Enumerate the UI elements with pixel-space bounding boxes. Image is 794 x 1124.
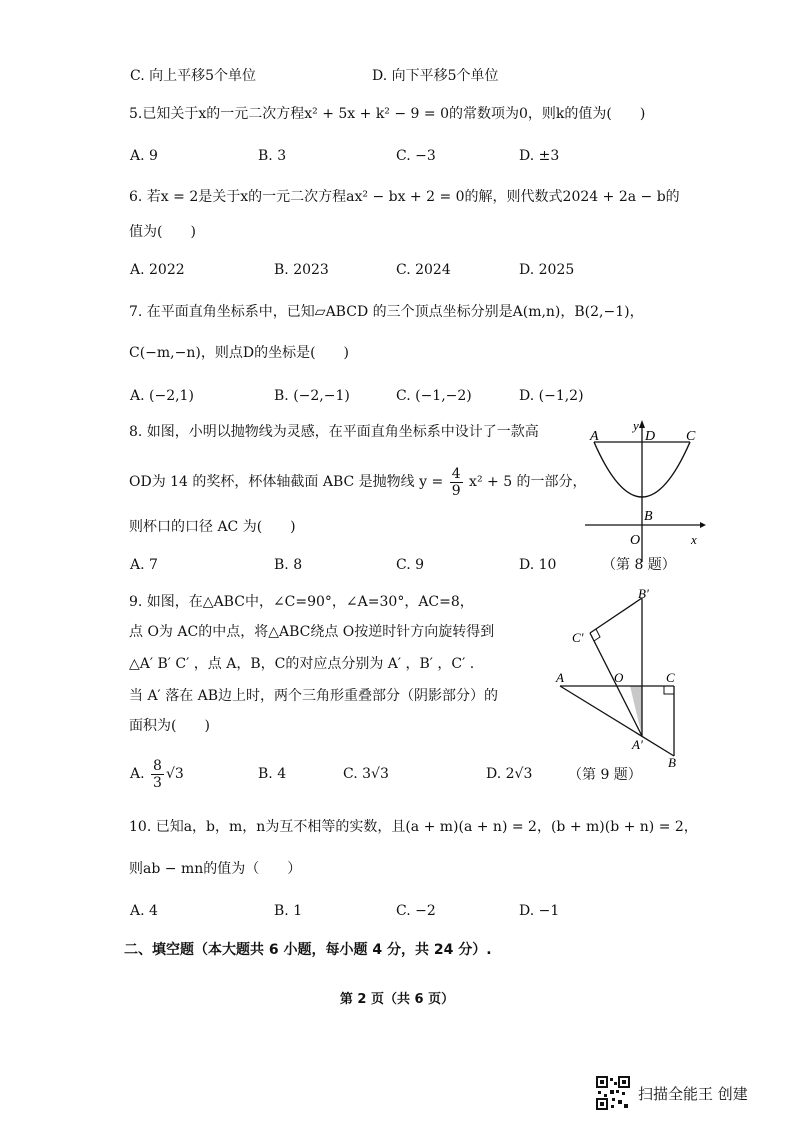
- q8-label-b: B: [644, 509, 653, 524]
- q8-label-a: A: [590, 429, 599, 444]
- q10-option-c: C. −2: [396, 903, 436, 919]
- q8-option-a: A. 7: [130, 557, 158, 573]
- scanner-label: 扫描全能王 创建: [638, 1084, 748, 1103]
- q7-stem-line1: 7. 在平面直角坐标系中，已知▱ABCD 的三个顶点坐标分别是A(m,n)，B(2,−1)，: [129, 304, 644, 320]
- q8-label-c: C: [686, 429, 696, 444]
- q10-option-b: B. 1: [274, 903, 303, 919]
- q8-label-d: D: [645, 429, 656, 444]
- q7-option-d: D. (−1,2): [519, 388, 584, 404]
- q8-stem-line1: 8. 如图，小明以抛物线为灵感，在平面直角坐标系中设计了一款高: [129, 424, 539, 440]
- q9-option-a-numerator: 8: [153, 757, 162, 774]
- q8-fraction-denominator: 9: [451, 482, 461, 499]
- q8-y-axis-arrow: [639, 420, 645, 428]
- q9-shaded-overlap: [630, 686, 642, 736]
- q8-x-axis-arrow: [700, 522, 706, 528]
- q9-stem-line1: 9. 如图，在△ABC中，∠C=90°，∠A=30°，AC=8，: [129, 594, 474, 610]
- q8-caption: （第 8 题）: [602, 557, 676, 573]
- q8-fraction-numerator: 4: [451, 465, 461, 482]
- q8-stem-part1: OD为 14 的奖杯，杯体轴截面 ABC 是抛物线 y =: [129, 474, 448, 490]
- q9-stem-line3: △A′ B′ C′ ，点 A，B，C的对应点分别为 A′ ，B′ ，C′ .: [129, 656, 475, 672]
- qr-code-icon: [596, 1076, 630, 1110]
- q7-option-b: B. (−2,−1): [274, 388, 350, 404]
- q7-stem-line2: C(−m,−n)，则点D的坐标是( ): [129, 345, 349, 361]
- q9-option-d: D. 2√3: [486, 766, 533, 782]
- q9-option-a: [130, 756, 184, 792]
- q9-stem-line4: 当 A′ 落在 AB边上时，两个三角形重叠部分（阴影部分）的: [129, 688, 499, 704]
- q6-stem-line1: 6. 若x = 2是关于x的一元二次方程ax² − bx + 2 = 0的解，则代数式2024 + 2a − b的: [129, 189, 680, 205]
- q10-option-a: A. 4: [130, 903, 158, 919]
- q9-option-a-suffix: √3: [165, 766, 184, 782]
- q9-right-angle-c: [664, 686, 674, 694]
- q8-stem-part2: x² + 5 的一部分，: [464, 474, 587, 490]
- q9-label-a: A: [556, 670, 564, 685]
- q10-stem-line1: 10. 已知a，b，m，n为互不相等的实数，且(a + m)(a + n) = 2，(b + m)(b + n) = 2，: [129, 819, 698, 835]
- q7-option-c: C. (−1,−2): [396, 388, 472, 404]
- q8-fraction: [450, 466, 463, 499]
- q6-option-d: D. 2025: [519, 262, 575, 278]
- q9-label-cprime: C′: [572, 630, 584, 645]
- q6-option-b: B. 2023: [274, 262, 329, 278]
- q6-stem-line2: 值为( ): [129, 224, 196, 240]
- q5-stem: 5.已知关于x的一元二次方程x² + 5x + k² − 9 = 0的常数项为0，则k的值为( ): [129, 106, 646, 122]
- q9-option-a-fraction: [151, 758, 164, 791]
- q9-rotation-figure: [550, 588, 700, 770]
- q9-caption: （第 9 题）: [568, 767, 642, 783]
- q8-stem-line3: 则杯口的口径 AC 为( ): [129, 519, 296, 535]
- q8-parabola-figure: [580, 412, 710, 572]
- q8-stem-line2: [129, 464, 587, 500]
- section2-heading: 二、填空题（本大题共 6 小题，每小题 4 分，共 24 分）.: [124, 942, 492, 958]
- q7-option-a: A. (−2,1): [130, 388, 194, 404]
- q9-label-o: O: [614, 670, 624, 685]
- q9-stem-line5: 面积为( ): [129, 718, 210, 734]
- q5-option-c: C. −3: [396, 148, 436, 164]
- page-footer: 第 2 页（共 6 页）: [339, 992, 455, 1007]
- q8-label-x: x: [691, 532, 697, 547]
- q4-option-c: C. 向上平移5个单位: [130, 68, 257, 84]
- q4-option-d: D. 向下平移5个单位: [372, 68, 499, 84]
- q5-option-d: D. ±3: [519, 148, 560, 164]
- q9-label-c: C: [666, 670, 675, 685]
- q10-stem-line2: 则ab − mn的值为（ ）: [129, 861, 302, 877]
- q9-option-c: C. 3√3: [343, 766, 389, 782]
- q6-option-c: C. 2024: [396, 262, 451, 278]
- q5-option-b: B. 3: [258, 148, 287, 164]
- q6-option-a: A. 2022: [130, 262, 185, 278]
- q8-option-c: C. 9: [396, 557, 425, 573]
- q10-option-d: D. −1: [519, 903, 560, 919]
- q9-option-b: B. 4: [258, 766, 287, 782]
- q8-option-d: D. 10: [519, 557, 557, 573]
- q9-label-bprime: B′: [638, 588, 649, 601]
- q8-option-b: B. 8: [274, 557, 303, 573]
- q9-segment-bpcp: [590, 598, 642, 633]
- q8-label-o: O: [630, 533, 641, 548]
- q8-label-y: y: [633, 418, 639, 433]
- q9-option-a-denominator: 3: [153, 774, 162, 791]
- q9-segment-ab: [560, 686, 674, 756]
- q9-right-angle-cp: [594, 629, 600, 641]
- scanner-watermark: [596, 1073, 776, 1113]
- q9-label-aprime: A′: [632, 737, 643, 752]
- q9-option-a-prefix: A.: [130, 766, 145, 782]
- q5-option-a: A. 9: [130, 148, 158, 164]
- q9-label-b: B: [668, 755, 676, 770]
- q9-stem-line2: 点 O为 AC的中点，将△ABC绕点 O按逆时针方向旋转得到: [129, 624, 495, 640]
